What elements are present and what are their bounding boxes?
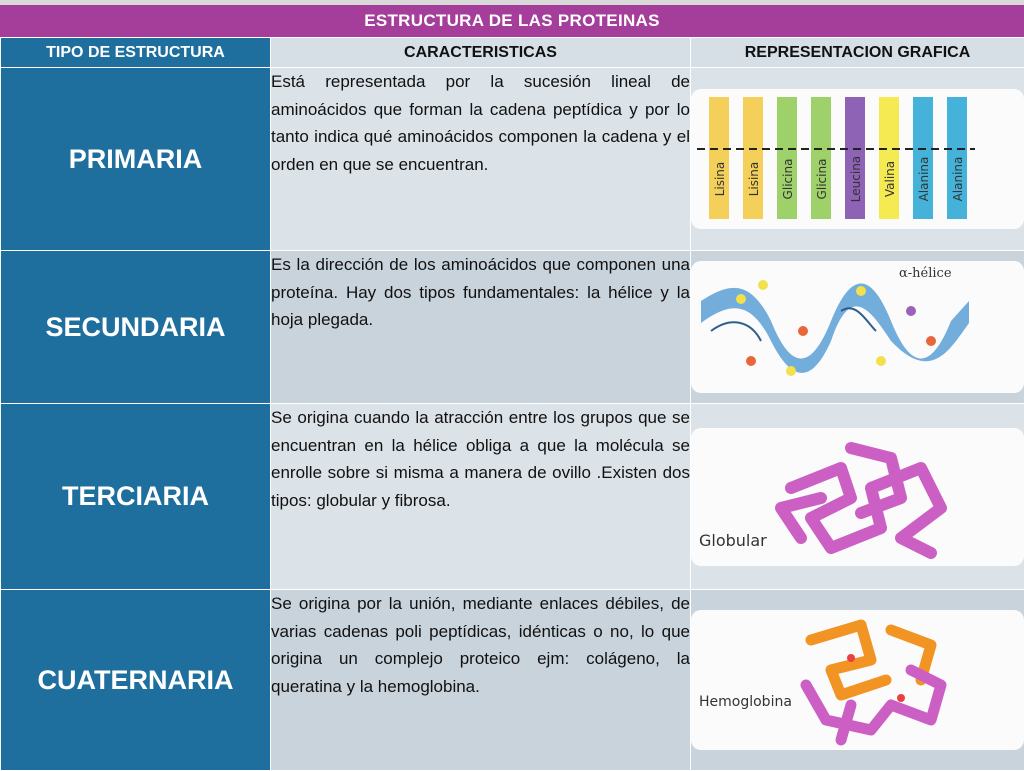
atom-yellow xyxy=(786,366,796,376)
alpha-helix-label: α-hélice xyxy=(899,266,952,281)
type-terciaria: TERCIARIA xyxy=(1,404,271,590)
globular-label: Globular xyxy=(699,531,767,550)
heme-group xyxy=(847,654,855,662)
amino-acid-bar xyxy=(743,97,763,219)
atom-red xyxy=(798,326,808,336)
amino-acid-bar xyxy=(709,97,729,219)
header-representacion: REPRESENTACION GRAFICA xyxy=(691,38,1024,68)
proteins-table xyxy=(0,37,1024,771)
table-title: ESTRUCTURA DE LAS PROTEINAS xyxy=(0,5,1024,37)
amino-acid-bar xyxy=(879,97,899,219)
header-row xyxy=(1,38,1024,68)
amino-acid-label: Leucina xyxy=(849,156,863,202)
atom-yellow xyxy=(758,280,768,290)
amino-chain-svg xyxy=(691,89,981,229)
amino-acid-label: Alanina xyxy=(951,157,965,202)
globular-chain xyxy=(781,448,941,553)
hemoglobin-svg xyxy=(691,610,981,750)
graphic-terciaria xyxy=(691,404,1024,590)
row-secundaria xyxy=(1,251,1024,404)
globular-svg xyxy=(691,428,981,566)
desc-primaria: Está representada por la sucesión lineal de aminoácidos que forman la cadena peptídica y por lo tanto indica qué aminoácidos componen la cadena y el orden en que se encuentran. xyxy=(271,68,691,251)
amino-acid-label: Lisina xyxy=(747,162,761,197)
desc-terciaria: Se origina cuando la atracción entre los grupos que se encuentran en la hélice obliga a que la molécula se enrolle sobre si misma a manera de ovillo .Existen dos tipos: globular y fibrosa. xyxy=(271,404,691,590)
type-cuaternaria: CUATERNARIA xyxy=(1,590,271,771)
amino-acid-label: Glicina xyxy=(781,159,795,200)
heme-group xyxy=(897,694,905,702)
atom-yellow xyxy=(876,356,886,366)
atom-yellow xyxy=(856,286,866,296)
hemoglobin-figure xyxy=(691,610,1024,750)
alpha-helix-figure xyxy=(691,261,1024,393)
desc-cuaternaria: Se origina por la unión, mediante enlaces débiles, de varias cadenas poli peptídicas, idénticas o no, lo que origina un complejo proteico ejm: colágeno, la queratina y la hemoglobina. xyxy=(271,590,691,771)
hemoglobin-chain-orange xyxy=(811,625,931,695)
atom-purple xyxy=(906,306,916,316)
row-cuaternaria xyxy=(1,590,1024,771)
atom-red xyxy=(746,356,756,366)
type-secundaria: SECUNDARIA xyxy=(1,251,271,404)
hemoglobin-label: Hemoglobina xyxy=(699,694,792,710)
graphic-primaria xyxy=(691,68,1024,251)
helix-backbone xyxy=(711,308,876,341)
amino-acid-label: Lisina xyxy=(713,162,727,197)
row-primaria xyxy=(1,68,1024,251)
alpha-helix-svg xyxy=(691,261,981,393)
header-tipo: TIPO DE ESTRUCTURA xyxy=(1,38,271,68)
amino-acid-bar xyxy=(811,97,831,219)
amino-acid-label: Alanina xyxy=(917,157,931,202)
atom-red xyxy=(926,336,936,346)
amino-chain-figure xyxy=(691,89,1024,229)
desc-secundaria: Es la dirección de los aminoácidos que componen una proteína. Hay dos tipos fundamentales: la hélice y la hoja plegada. xyxy=(271,251,691,404)
graphic-secundaria xyxy=(691,251,1024,404)
amino-acid-label: Glicina xyxy=(815,159,829,200)
row-terciaria xyxy=(1,404,1024,590)
header-caracteristicas: CARACTERISTICAS xyxy=(271,38,691,68)
graphic-cuaternaria xyxy=(691,590,1024,771)
amino-acid-bar xyxy=(777,97,797,219)
globular-figure xyxy=(691,428,1024,566)
amino-acid-label: Valina xyxy=(883,161,897,197)
atom-yellow xyxy=(736,294,746,304)
type-primaria: PRIMARIA xyxy=(1,68,271,251)
